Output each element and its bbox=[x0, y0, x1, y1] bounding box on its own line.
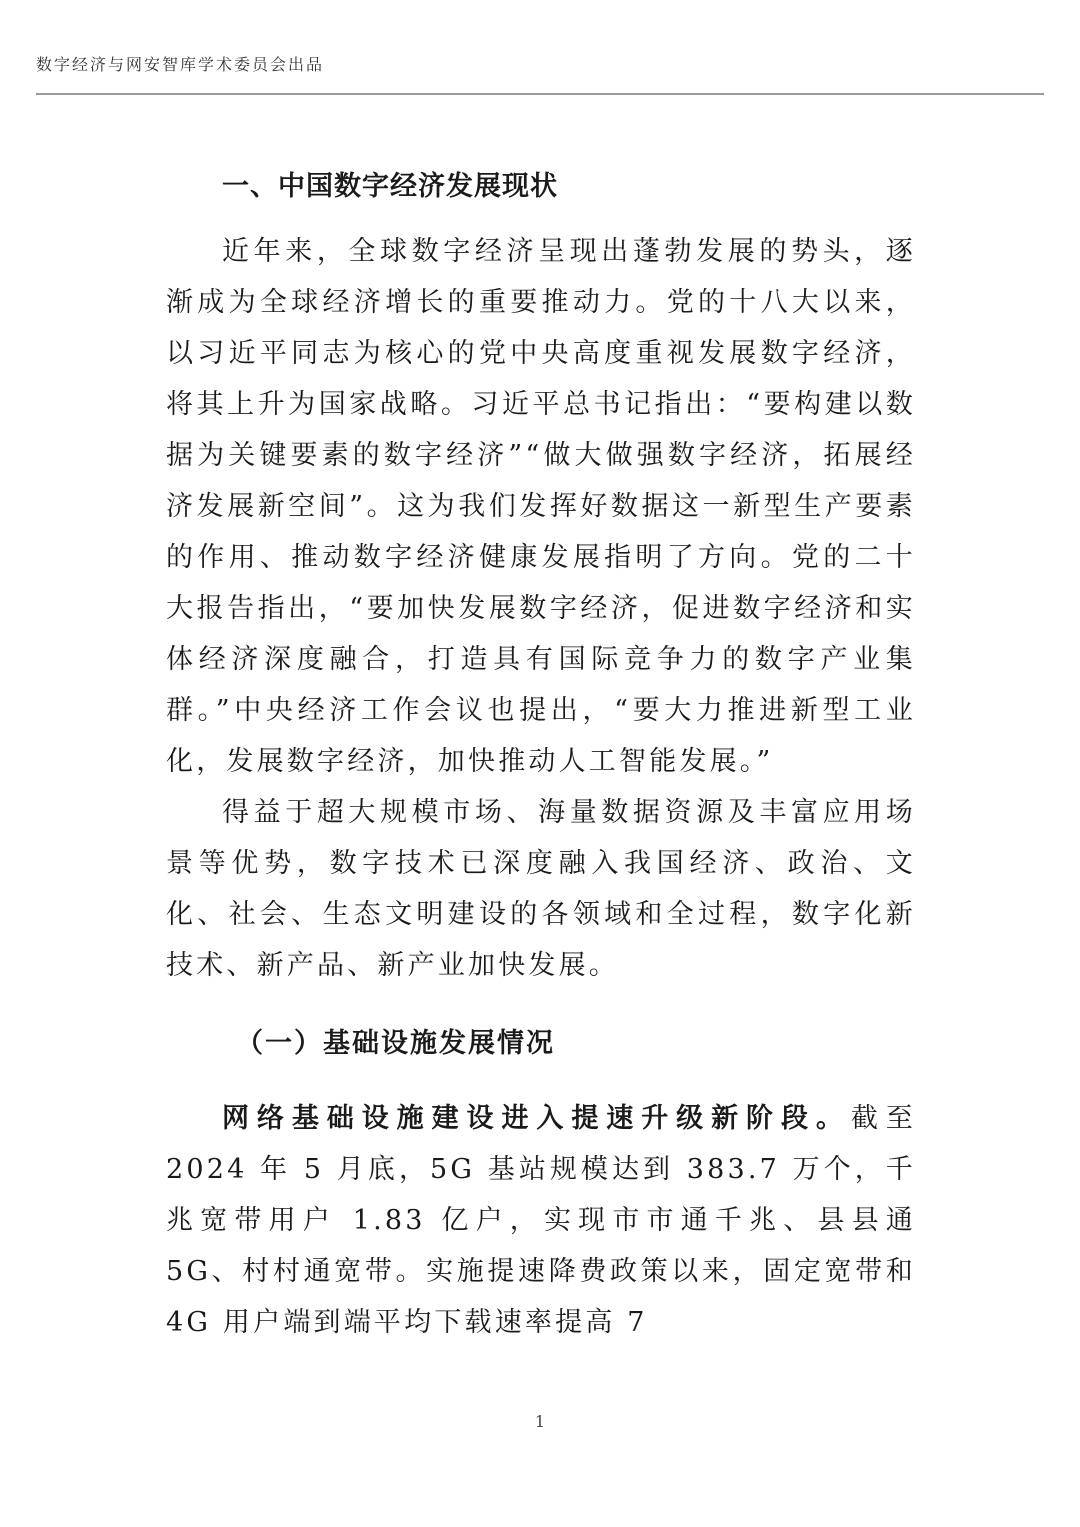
paragraph-1: 近年来，全球数字经济呈现出蓬勃发展的势头，逐渐成为全球经济增长的重要推动力。党的十八大以来，以习近平同志为核心的党中央高度重视发展数字经济，将其上升为国家战略。习近平总书记指出：“要构建以数据为关键要素的数字经济”“做大做强数字经济，拓展经济发展新空间”。这为我们发挥好数据这一新型生产要素的作用、推动数字经济健康发展指明了方向。党的二十大报告指出，“要加快发展数字经济，促进数字经济和实体经济深度融合，打造具有国际竞争力的数字产业集群。”中央经济工作会议也提出，“要大力推进新型工业化，发展数字经济，加快推动人工智能发展。” bbox=[166, 236, 916, 777]
subsection-title: （一）基础设施发展情况 bbox=[236, 1028, 555, 1059]
document-body bbox=[166, 160, 916, 1348]
paragraph-lead: 网络基础设施建设进入提速升级新阶段。 bbox=[222, 1103, 851, 1134]
paragraph-3-text: 截至 2024 年 5 月底，5G 基站规模达到 383.7 万个，千兆宽带用户 1.83 亿户，实现市市通千兆、县县通 5G、村村通宽带。实施提速降费政策以来，固定宽带和 4G 用户端到端平均下载速率提高 7 bbox=[166, 1103, 916, 1338]
page-header: 数字经济与网安智库学术委员会出品 bbox=[36, 55, 325, 74]
header-divider bbox=[36, 93, 1044, 95]
page-number: 1 bbox=[534, 1412, 546, 1431]
paragraph-2: 得益于超大规模市场、海量数据资源及丰富应用场景等优势，数字技术已深度融入我国经济、政治、文化、社会、生态文明建设的各领域和全过程，数字化新技术、新产品、新产业加快发展。 bbox=[166, 797, 916, 981]
section-title: 一、中国数字经济发展现状 bbox=[222, 171, 558, 202]
paragraph-3 bbox=[166, 1093, 916, 1348]
